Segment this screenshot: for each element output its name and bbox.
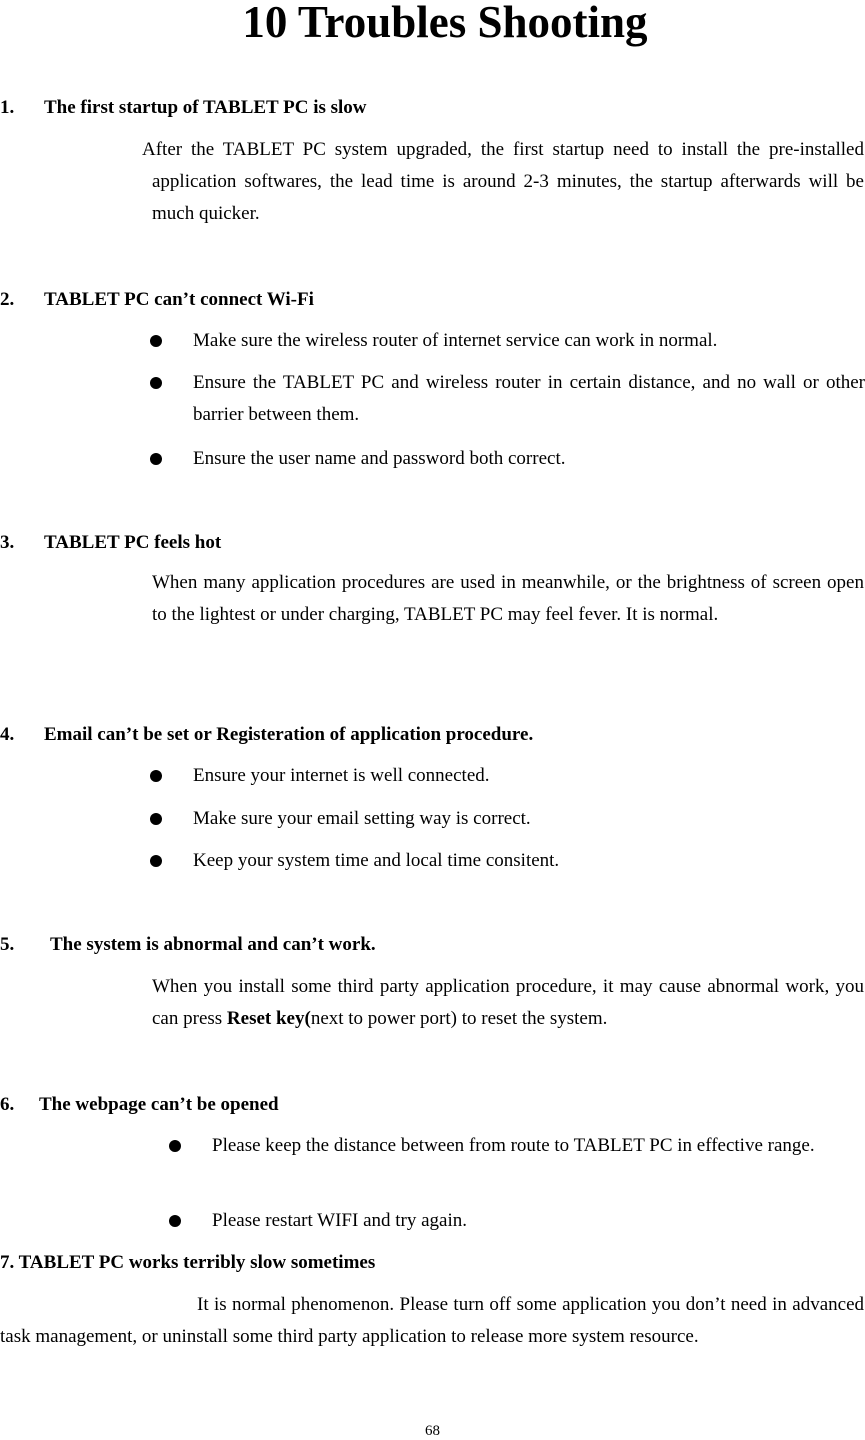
- section-title: TABLET PC can’t connect Wi-Fi: [44, 289, 314, 310]
- section-number: 4.: [0, 724, 15, 745]
- bullet-dot-icon: [150, 770, 162, 782]
- section-number: 3.: [0, 532, 15, 553]
- section-number: 6.: [0, 1094, 15, 1115]
- section-number: 1.: [0, 97, 15, 118]
- section-title: TABLET PC feels hot: [44, 532, 222, 553]
- section-number: 2.: [0, 289, 15, 310]
- bullet-dot-icon: [150, 813, 162, 825]
- bullet-dot-icon: [150, 335, 162, 347]
- section-title: The system is abnormal and can’t work.: [50, 934, 376, 955]
- page-number: 68: [425, 1423, 440, 1439]
- section-7-paragraph: It is normal phenomenon. Please turn off some application you don’t need in advanced task management, or uninstall some third party application to release more system resource.: [0, 1294, 864, 1347]
- section-5-paragraph: [152, 971, 864, 1035]
- list-item-text: Please restart WIFI and try again.: [212, 1210, 468, 1231]
- section-title: Email can’t be set or Registeration of application procedure.: [44, 724, 534, 745]
- list-item-text: Please keep the distance between from route to TABLET PC in effective range.: [212, 1135, 815, 1156]
- list-item-text: Make sure the wireless router of internet service can work in normal.: [193, 330, 718, 351]
- section-title: The webpage can’t be opened: [39, 1094, 279, 1115]
- list-item-text: Ensure the TABLET PC and wireless router in certain distance, and no wall or other barrier between them.: [193, 372, 865, 425]
- list-item-text: Make sure your email setting way is correct.: [193, 808, 531, 829]
- list-item-text: Ensure the user name and password both correct.: [193, 448, 566, 469]
- section-1-paragraph: After the TABLET PC system upgraded, the first startup need to install the pre-installed application softwares, the lead time is around 2-3 minutes, the startup afterwards will be much quicker.: [142, 139, 864, 224]
- paragraph-text: When you install some third party application procedure, it may cause abnormal work, you can press: [152, 976, 864, 1029]
- bullet-dot-icon: [150, 855, 162, 867]
- list-item-text: Ensure your internet is well connected.: [193, 765, 490, 786]
- bullet-dot-icon: [169, 1140, 181, 1152]
- page-title: 10 Troubles Shooting: [242, 0, 648, 47]
- reset-key-emphasis: Reset key(: [226, 1008, 311, 1029]
- section-7-heading: 7. TABLET PC works terribly slow sometimes: [0, 1252, 376, 1273]
- section-3-paragraph: When many application procedures are used in meanwhile, or the brightness of screen open to the lightest or under charging, TABLET PC may feel fever. It is normal.: [152, 572, 864, 625]
- section-number: 5.: [0, 934, 15, 955]
- section-title: The first startup of TABLET PC is slow: [44, 97, 367, 118]
- bullet-dot-icon: [150, 377, 162, 389]
- list-item-text: Keep your system time and local time consitent.: [193, 850, 560, 871]
- bullet-dot-icon: [169, 1215, 181, 1227]
- paragraph-text: next to power port) to reset the system.: [310, 1008, 608, 1029]
- bullet-dot-icon: [150, 453, 162, 465]
